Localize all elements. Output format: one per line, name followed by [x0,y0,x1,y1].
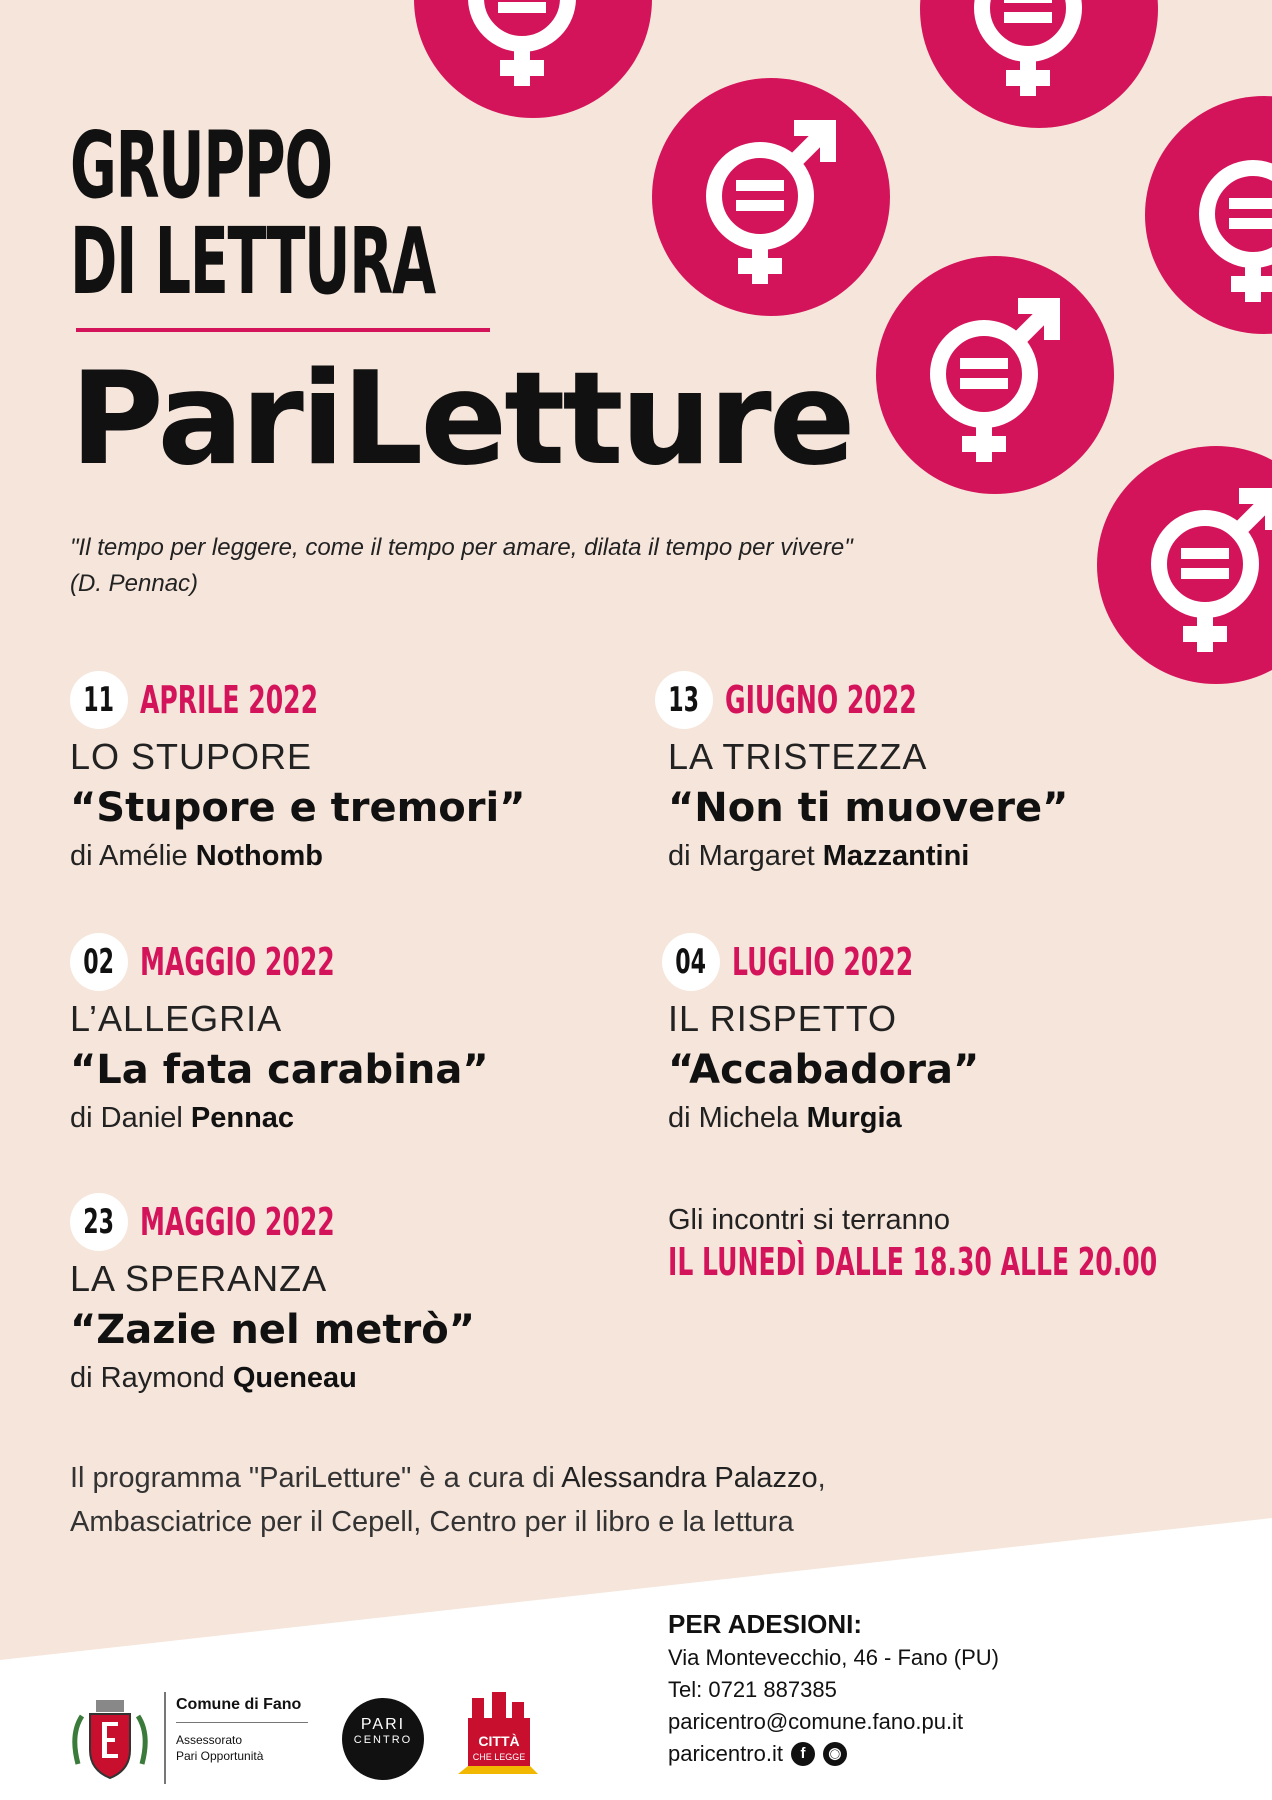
book-author: di Raymond Queneau [70,1362,357,1394]
facebook-icon[interactable]: f [791,1742,815,1766]
meeting-text: Gli incontri si terranno [668,1204,951,1236]
fano-crest-icon [68,1694,152,1784]
event-month: MAGGIO 2022 [140,940,335,984]
comune-underline [176,1722,308,1723]
event-month: GIUGNO 2022 [725,678,917,722]
assessorato-line-1: Assessorato [176,1733,243,1747]
svg-text:CITTÀ: CITTÀ [478,1733,520,1749]
event-item [70,670,526,876]
program-title: PariLetture [70,345,853,494]
gender-equality-icon [414,0,652,118]
quote [70,530,1070,602]
event-day: 23 [70,1193,128,1251]
event-theme: LO STUPORE [70,736,313,777]
book-title: “Non ti muovere” [668,785,1069,831]
gender-equality-icon [1097,446,1272,684]
event-theme: IL RISPETTO [668,998,898,1039]
citta-che-legge-logo [458,1688,546,1788]
assessorato-line-2: Pari Opportunità [176,1749,264,1763]
contact-site[interactable]: paricentro.it [668,1741,783,1766]
header-line-1: GRUPPO [70,112,332,219]
event-day: 13 [655,671,713,729]
contact-block [668,1606,999,1770]
credit-prefix: Il programma "PariLetture" è a cura di [70,1462,555,1494]
gender-equality-icon [1145,96,1272,334]
svg-text:CHE LEGGE: CHE LEGGE [472,1752,526,1762]
book-author: di Margaret Mazzantini [668,840,970,872]
book-title: “La fata carabina” [70,1047,489,1093]
curator-name: Alessandra Palazzo [561,1462,818,1494]
book-author: di Michela Murgia [668,1102,902,1134]
gender-equality-icon [876,256,1114,494]
event-theme: LA TRISTEZZA [668,736,928,777]
quote-author: (D. Pennac) [70,570,199,597]
credit-line-2: Ambasciatrice per il Cepell, Centro per il libro e la lettura [70,1506,794,1538]
program-credit [70,1456,1210,1544]
credit-suffix: , [817,1462,826,1494]
event-item [662,932,1007,1138]
header-line-2: DI LETTURA [70,208,435,315]
event-item [70,932,489,1138]
event-item [655,670,1068,876]
gender-equality-icon [920,0,1158,128]
book-author: di Daniel Pennac [70,1102,295,1134]
event-day: 02 [70,933,128,991]
contact-address: Via Montevecchio, 46 - Fano (PU) [668,1645,999,1670]
assessorato-label [176,1732,316,1764]
event-day: 11 [70,671,128,729]
event-day: 04 [662,933,720,991]
paricentro-logo [342,1698,424,1780]
meeting-time: IL LUNEDÌ DALLE 18.30 ALLE 20.00 [668,1240,1158,1284]
contact-site-row [668,1738,999,1770]
gender-equality-icon [652,78,890,316]
header-title [70,112,435,315]
instagram-icon[interactable]: ◉ [823,1742,847,1766]
book-title: “Stupore e tremori” [70,785,526,831]
event-month: MAGGIO 2022 [140,1200,335,1244]
header-divider [76,328,490,332]
quote-text: "Il tempo per leggere, come il tempo per amare, dilata il tempo per vivere" [70,534,853,561]
contact-heading: PER ADESIONI: [668,1609,863,1639]
paricentro-logo-line-2: CENTRO [353,1734,413,1746]
logo-divider [164,1692,166,1784]
event-month: LUGLIO 2022 [732,940,914,984]
event-theme: L’ALLEGRIA [70,998,283,1039]
event-item [70,1192,475,1398]
event-month: APRILE 2022 [140,678,319,722]
contact-email[interactable]: paricentro@comune.fano.pu.it [668,1709,964,1734]
book-title: “Accabadora” [668,1047,980,1093]
book-title: “Zazie nel metrò” [70,1307,475,1353]
comune-name: Comune di Fano [176,1696,302,1713]
paricentro-logo-line-1: PARI [360,1716,406,1733]
event-theme: LA SPERANZA [70,1258,328,1299]
meeting-info [668,1200,1272,1284]
contact-phone[interactable]: Tel: 0721 887385 [668,1677,837,1702]
book-author: di Amélie Nothomb [70,840,323,872]
